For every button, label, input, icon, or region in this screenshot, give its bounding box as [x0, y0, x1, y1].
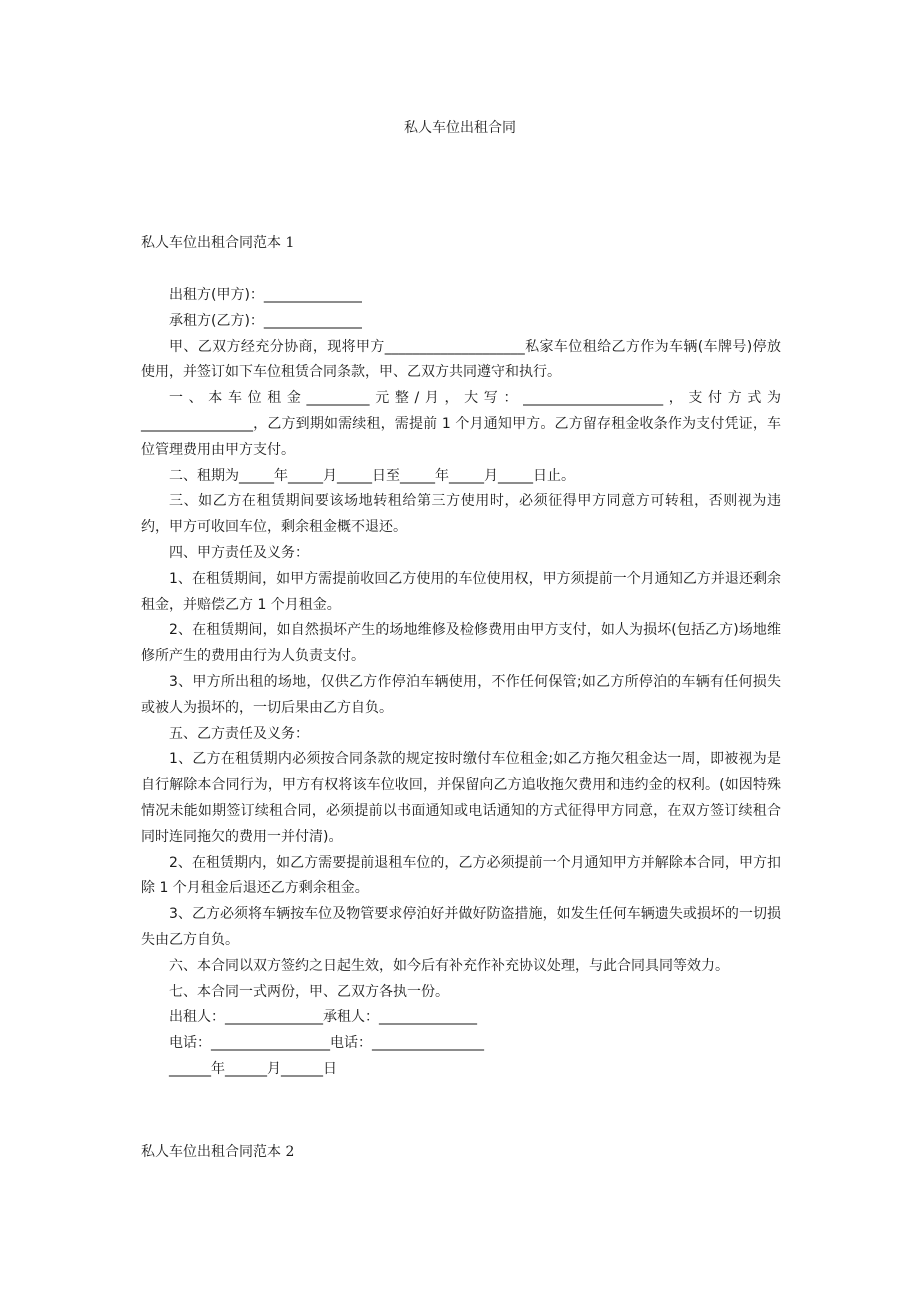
paragraph: 承租方(乙方)：______________ [169, 312, 362, 329]
section-heading: 私人车位出租合同范本 2 [141, 1144, 295, 1160]
paragraph: 七、本合同一式两份，甲、乙双方各执一份。 [169, 983, 449, 1000]
paragraph: 六、本合同以双方签约之日起生效，如今后有补充作补充协议处理，与此合同具同等效力。 [169, 957, 729, 974]
contract-body [141, 283, 781, 1083]
paragraph: 1、乙方在租赁期内必须按合同条款的规定按时缴付车位租金;如乙方拖欠租金达一周，即被视为是自行解除本合同行为，甲方有权将该车位收回，并保留向乙方追收拖欠费用和违约金的权利。(如因特殊情况未能如期签订续租合同，必须提前以书面通知或电话通知的方式征得甲方同意，在双方签订续租合同时连同拖欠的费用一并付清)。 [141, 751, 781, 845]
paragraph: 3、甲方所出租的场地，仅供乙方作停泊车辆使用，不作任何保管;如乙方所停泊的车辆有任何损失或被人为损坏的，一切后果由乙方自负。 [141, 673, 781, 716]
signature-line: 出租人：______________承租人：______________ [169, 1009, 477, 1026]
paragraph: 3、乙方必须将车辆按车位及物管要求停泊好并做好防盗措施，如发生任何车辆遗失或损坏的一切损失由乙方自负。 [141, 906, 781, 948]
paragraph: 2、在租赁期内，如乙方需要提前退租车位的，乙方必须提前一个月通知甲方并解除本合同，甲方扣除 1 个月租金后退还乙方剩余租金。 [141, 854, 781, 897]
paragraph: 五、乙方责任及义务： [169, 725, 309, 742]
paragraph: 2、在租赁期间，如自然损坏产生的场地维修及检修费用由甲方支付，如人为损坏(包括乙方)场地维修所产生的费用由行为人负责支付。 [141, 622, 781, 665]
paragraph: 出租方(甲方)：______________ [169, 287, 362, 303]
section-heading: 私人车位出租合同范本 1 [141, 235, 295, 251]
paragraph: 甲、乙双方经充分协商，现将甲方____________________私家车位租给乙方作为车辆(车牌号)停放使用，并签订如下车位租赁合同条款，甲、乙双方共同遵守和执行。 [141, 338, 781, 381]
document-title: 私人车位出租合同 [404, 120, 516, 136]
paragraph: 一、本车位租金_________元整/月，大写：____________________，支付方式为________________，乙方到期如需续租，需提前 1 个月通知甲方。乙方留存租金收条作为支付凭证，车位管理费用由甲方支付。 [141, 390, 781, 458]
paragraph: 三、如乙方在租赁期间要该场地转租给第三方使用时，必须征得甲方同意方可转租，否则视为违约，甲方可收回车位，剩余租金概不退还。 [141, 493, 781, 536]
date-line: ______年______月______日 [169, 1060, 337, 1077]
phone-line: 电话：_________________电话：________________ [169, 1035, 484, 1052]
paragraph: 1、在租赁期间，如甲方需提前收回乙方使用的车位使用权，甲方须提前一个月通知乙方并退还剩余租金，并赔偿乙方 1 个月租金。 [141, 570, 781, 613]
paragraph: 二、租期为_____年_____月_____日至_____年_____月_____日止。 [169, 467, 575, 484]
paragraph: 四、甲方责任及义务： [169, 544, 309, 561]
